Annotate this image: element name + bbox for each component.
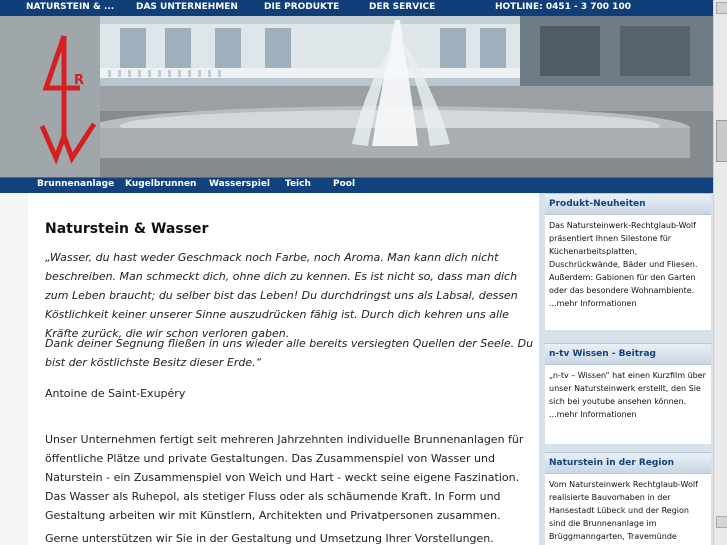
scrollbar-thumb[interactable]: [716, 120, 727, 162]
sidebar-box-text: Vom Natursteinwerk Rechtglaub-Wolf realisierte Bauvorhaben in der Hansestadt Lübeck und der Region sind die Brunnenanlage im Brüggmanngarten, Travemünde: [549, 480, 698, 541]
page-title: Naturstein & Wasser: [45, 221, 209, 237]
scroll-down-icon[interactable]: [716, 516, 727, 528]
subnav-item-teich[interactable]: Teich: [285, 179, 311, 189]
sidebar-box-title[interactable]: Naturstein in der Region: [545, 452, 711, 474]
sidebar-box-text: „n-tv – Wissen“ hat einen Kurzfilm über unser Natursteinwerk erstellt, den Sie sich bei youtube ansehen können.: [549, 371, 706, 406]
quote-text-2: Dank deiner Segnung fließen in uns wieder alle bereits versiegten Quellen der Seele. Du bist der köstlichste Besitz dieser Erde.“: [45, 337, 534, 369]
sidebar-box-region: [545, 452, 711, 545]
more-info-link[interactable]: ...mehr Informationen: [549, 410, 637, 419]
subnav-item-wasserspiel[interactable]: Wasserspiel: [209, 179, 271, 189]
sidebar-box-text: Das Natursteinwerk-Rechtglaub-Wolf präsentiert Ihnen Silestone für Küchenarbeitsplatten, Duschrückwände, Bäder und Fliesen. Außerdem: Gabionen für den Garten oder das besondere Wohnambiente.: [549, 221, 698, 295]
hotline-text: HOTLINE: 0451 - 3 700 100: [495, 2, 631, 12]
sidebar-box-title[interactable]: n-tv Wissen - Beitrag: [545, 343, 711, 365]
sidebar-box-produkt-neuheiten: [545, 193, 711, 330]
topnav-item-naturstein[interactable]: NATURSTEIN & ...: [26, 2, 115, 12]
quote-text: „Wasser, du hast weder Geschmack noch Farbe, noch Aroma. Man kann dich nicht beschreiben. Man schmeckt dich, ohne dich zu kennen. Es ist nicht so, dass man dich zum Leben braucht; du selber bist das Leben! Du durchdringst uns als Labsal, dessen Köstlichkeit keiner unserer Sinne auszudrücken fähig ist. Durch dich kehren uns alle Kräfte zurück, die wir schon verloren gaben.: [45, 251, 518, 340]
left-gutter: [0, 193, 28, 545]
quote-author: Antoine de Saint-Exupéry: [45, 387, 186, 400]
sidebar: [539, 193, 713, 545]
hero-banner: [0, 16, 713, 177]
fountain-photo: [0, 16, 713, 177]
more-info-link[interactable]: ...mehr Informationen: [549, 299, 637, 308]
sidebar-box-ntv: [545, 343, 711, 444]
subnav-item-brunnenanlage[interactable]: Brunnenanlage: [37, 179, 115, 189]
svg-text:R: R: [74, 73, 85, 88]
topnav-item-service[interactable]: DER SERVICE: [369, 2, 436, 12]
vertical-scrollbar[interactable]: [713, 0, 727, 545]
topnav-item-unternehmen[interactable]: DAS UNTERNEHMEN: [136, 2, 238, 12]
main-content: [28, 193, 539, 545]
subnav-item-kugelbrunnen[interactable]: Kugelbrunnen: [125, 179, 197, 189]
scroll-up-icon[interactable]: [716, 2, 727, 14]
closing-paragraph: Gerne unterstützen wir Sie in der Gestaltung und Umsetzung Ihrer Vorstellungen.: [45, 532, 494, 545]
top-navigation: [0, 0, 713, 16]
sidebar-box-title[interactable]: Produkt-Neuheiten: [545, 193, 711, 215]
topnav-item-produkte[interactable]: DIE PRODUKTE: [264, 2, 340, 12]
intro-paragraph: Unser Unternehmen fertigt seit mehreren Jahrzehnten individuelle Brunnenanlagen für öffentliche Plätze und private Gestaltungen. Das Zusammenspiel von Wasser und Naturstein - ein Zusammenspiel von Weich und Hart - weckt seine eigene Faszination. Das Wasser als Ruhepol, als stetiger Fluss oder als schäumende Kraft. In Form und Gestaltung arbeiten wir mit Künstlern, Architekten und Privatpersonen zusammen.: [45, 433, 524, 522]
sub-navigation: [0, 177, 713, 193]
subnav-item-pool[interactable]: Pool: [333, 179, 356, 189]
